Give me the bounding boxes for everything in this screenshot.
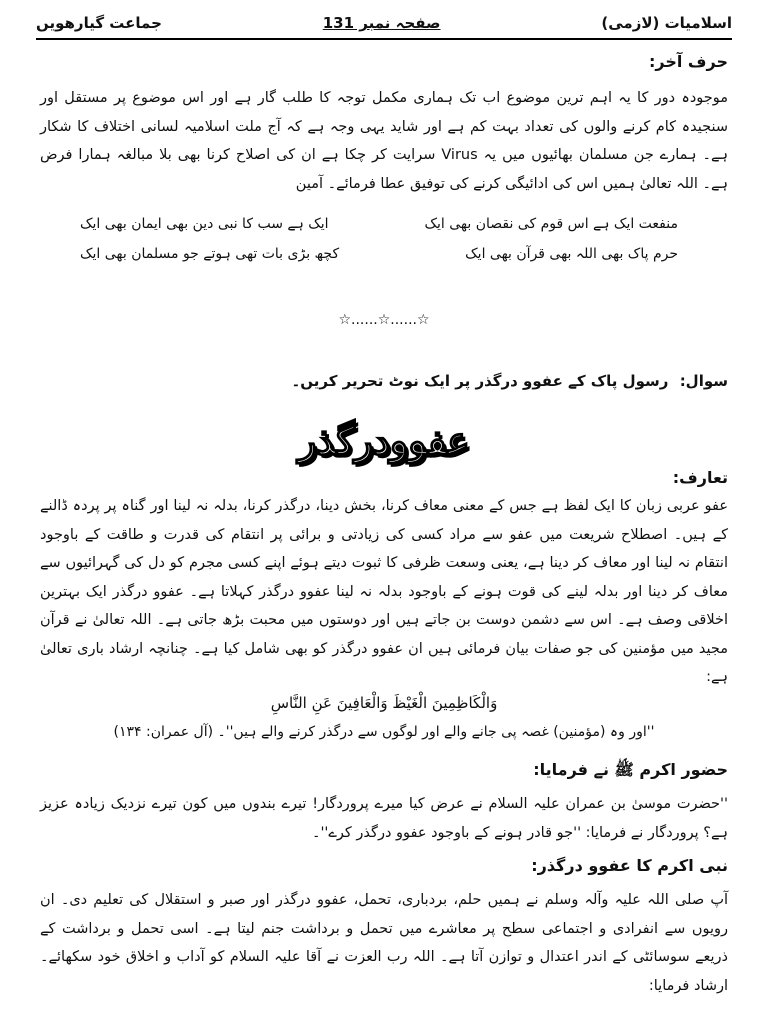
hadith-paragraph: ''حضرت موسیٰ بن عمران علیہ السلام نے عرض کیا میرے پروردگار! تیرے بندوں میں کون تیرے نزدیک زیادہ عزیز ہے؟ پروردگار نے فرمایا: ''جو قادر ہونے کے باوجود عفوو درگذر کرے''۔ — [40, 796, 728, 841]
header-class: جماعت گیارھویں — [36, 14, 162, 32]
introduction-paragraph: عفو عربی زبان کا ایک لفظ ہے جس کے معنی معاف کرنا، بخش دینا، درگذر کرنا، بدلہ نہ لینا اور گناہ پر پردہ ڈالنے کے ہیں۔ اصطلاح شریعت میں عفو سے مراد کسی کی زیادتی و برائی پر انتقام کی قدرت و طاقت کے باوجود انتقام نہ لینا اور معاف کر دینا ہے، یعنی وسعت ظرفی کا ثبوت دیتے ہوئے اپنے کسی مجرم کو دل کی گہرائیوں سے معاف کر دینا اور بدلہ لینے کی قوت ہونے کے باوجود بدلہ نہ لینا عفوو درگذر کہلاتا ہے۔ عفوو درگذر ایک بہترین اخلاقی وصف ہے۔ اس سے دشمن دوست بن جاتے ہیں اور دوستوں میں محبت بڑھ جاتی ہے۔ اللہ تعالیٰ نے قرآن مجید میں مؤمنین کی جو صفات بیان فرمائی ہیں ان عفوو درگذر کو بھی شامل کیا ہے۔ چنانچہ ارشاد باری تعالیٰ ہے: — [40, 498, 728, 685]
question-text: رسول پاک کے عفوو درگذر پر ایک نوٹ تحریر کریں۔ — [291, 372, 669, 390]
section-heading-introduction: تعارف: — [672, 468, 728, 487]
section-heading-prophet-forgiveness: نبی اکرم کا عفوو درگذر: — [531, 856, 728, 875]
poem-line-2-right: حرم پاک بھی اللہ بھی قرآن بھی ایک — [465, 246, 678, 262]
section-heading-final-word: حرف آخر: — [648, 52, 728, 71]
final-word-paragraph: موجودہ دور کا یہ اہم ترین موضوع اب تک ہماری مکمل توجہ کا طلب گار ہے اور اس موضوع پر مستقل اور سنجیدہ کام کرنے والوں کی تعداد بہت کم ہے اور شاید یہی وجہ ہے کہ آج ملت اسلامیہ لسانی اختلاف کا شکار ہے۔ ہمارے جن مسلمان بھائیوں میں یہ Virus سرایت کر چکا ہے ان کی اصلاح کرنا بھی بلا مبالغہ ہمارا فرض ہے۔ اللہ تعالیٰ ہمیں اس کی ادائیگی کرنے کی توفیق عطا فرمائے۔ آمین — [40, 90, 728, 192]
question-label: سوال: — [679, 372, 728, 390]
ayah-translation: ''اور وہ (مؤمنین) غصہ پی جانے والے اور لوگوں سے درگذر کرنے والے ہیں''۔ (آل عمران: ۱۳۴) — [113, 724, 655, 740]
prophet-forgiveness-paragraph: آپ صلی اللہ علیہ وآلہ وسلم نے ہمیں حلم، بردباری، تحمل، عفوو درگذر اور صبر و استقلال کی تعلیم دی۔ ان رویوں سے انفرادی و اجتماعی سطح پر معاشرے میں تحمل و برداشت جنم لیتا ہے۔ اسی تحمل و برداشت کے ذریعے سوسائٹی کے اندر اعتدال و توازن آتا ہے۔ اللہ رب العزت نے آقا علیہ السلام کو آداب و اخلاق خود سکھائے۔ ارشاد فرمایا: — [40, 892, 728, 994]
page-header — [36, 8, 732, 40]
poem-line-2-left: کچھ بڑی بات تھی ہوتے جو مسلمان بھی ایک — [80, 246, 340, 262]
poem-line-1-right: منفعت ایک ہے اس قوم کی نقصان بھی ایک — [424, 216, 678, 232]
quran-ayah: وَالْكَاظِمِينَ الْغَيْظَ وَالْعَافِينَ عَنِ النَّاسِ — [270, 694, 498, 712]
header-page-number: صفحہ نمبر 131 — [322, 14, 441, 32]
main-title — [0, 418, 768, 463]
section-heading-hadith: حضور اکرم ﷺ نے فرمایا: — [533, 760, 728, 779]
question — [291, 372, 728, 390]
star-divider: ☆......☆......☆ — [338, 312, 430, 328]
header-subject: اسلامیات (لازمی) — [601, 14, 732, 32]
poem-line-1-left: ایک ہے سب کا نبی دین بھی ایمان بھی ایک — [80, 216, 329, 232]
main-title-text: عفوودرگذر — [298, 418, 470, 463]
